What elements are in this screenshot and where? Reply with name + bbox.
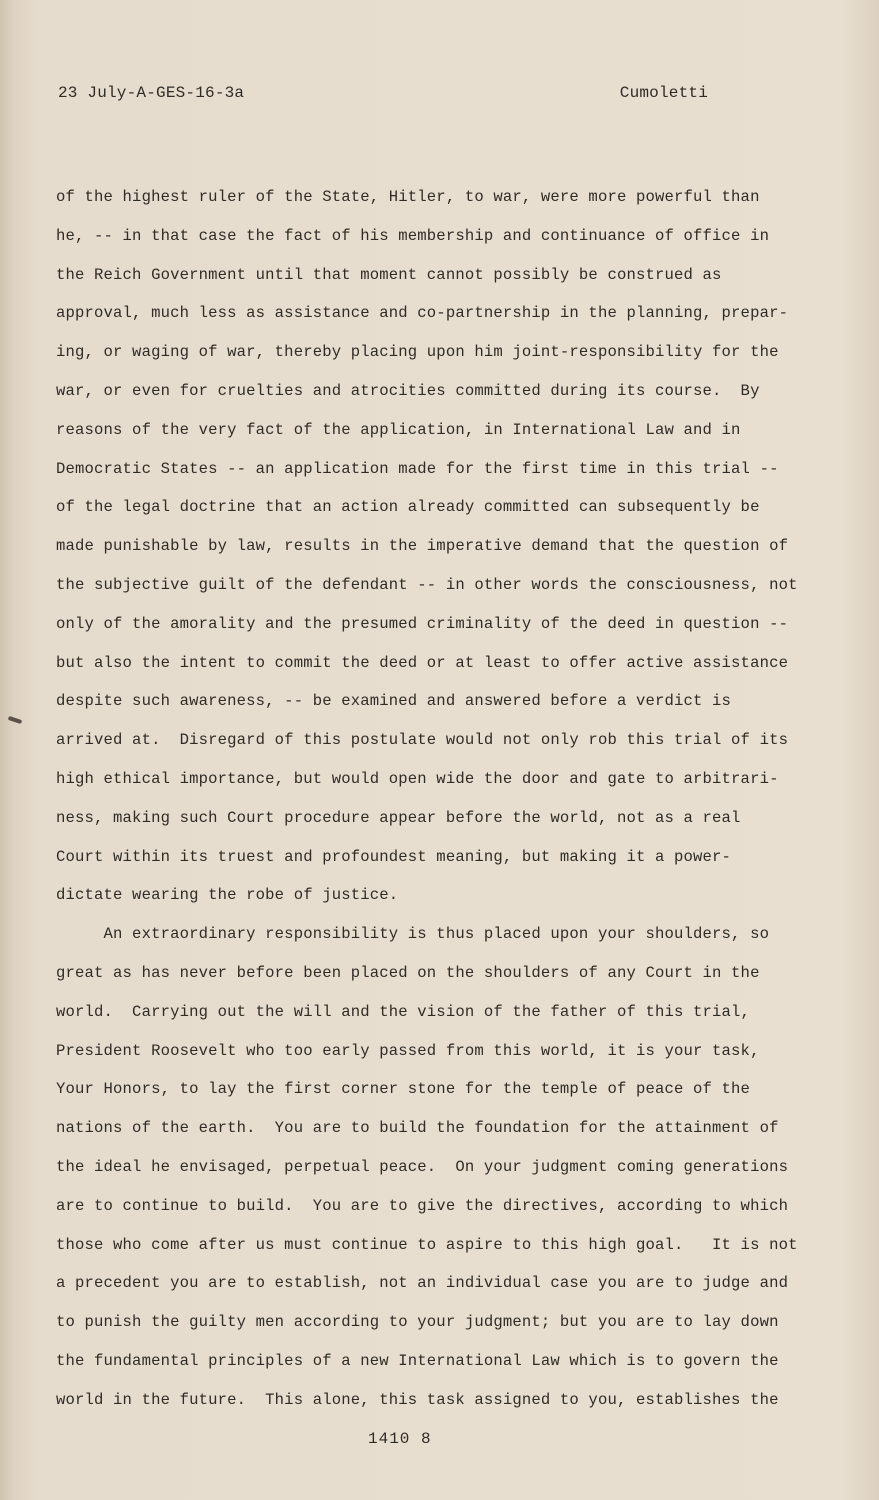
- margin-mark: [8, 716, 23, 724]
- text-line: arrived at. Disregard of this postulate would not only rob this trial of its: [56, 731, 789, 750]
- text-line: great as has never before been placed on the shoulders of any Court in the: [56, 963, 760, 982]
- text-line: are to continue to build. You are to give the directives, according to which: [56, 1196, 789, 1215]
- text-line: Court within its truest and profoundest meaning, but making it a power-: [56, 847, 732, 866]
- text-line: made punishable by law, results in the imperative demand that the question of: [56, 537, 789, 556]
- transcript-body: [56, 178, 816, 1420]
- text-line: high ethical importance, but would open wide the door and gate to arbitrari-: [56, 769, 779, 788]
- text-line: dictate wearing the robe of justice.: [56, 886, 399, 905]
- text-line: approval, much less as assistance and co-partnership in the planning, prepar-: [56, 304, 789, 323]
- page-header: [58, 84, 708, 108]
- text-line: the fundamental principles of a new International Law which is to govern the: [56, 1351, 779, 1370]
- text-line: the ideal he envisaged, perpetual peace. On your judgment coming generations: [56, 1157, 789, 1176]
- text-line: of the highest ruler of the State, Hitler, to war, were more powerful than: [56, 188, 760, 206]
- reporter-name: Cumoletti: [619, 84, 708, 102]
- text-line: of the legal doctrine that an action already committed can subsequently be: [56, 498, 760, 517]
- text-line: war, or even for cruelties and atrocities committed during its course. By: [56, 381, 760, 400]
- text-line: ness, making such Court procedure appear before the world, not as a real: [56, 808, 741, 827]
- text-line: ing, or waging of war, thereby placing upon him joint-responsibility for the: [56, 343, 779, 362]
- page-number: 1410 8: [368, 1430, 432, 1448]
- text-line: An extraordinary responsibility is thus placed upon your shoulders, so: [56, 925, 770, 944]
- text-line: the subjective guilt of the defendant -- in other words the consciousness, not: [56, 575, 798, 594]
- text-line: Democratic States -- an application made for the first time in this trial --: [56, 459, 779, 478]
- text-line: President Roosevelt who too early passed from this world, it is your task,: [56, 1041, 760, 1060]
- text-line: Your Honors, to lay the first corner stone for the temple of peace of the: [56, 1080, 751, 1099]
- text-line: reasons of the very fact of the application, in International Law and in: [56, 420, 741, 439]
- document-reference: 23 July-A-GES-16-3a: [58, 84, 245, 102]
- text-line: those who come after us must continue to aspire to this high goal. It is not: [56, 1235, 798, 1254]
- text-line: he, -- in that case the fact of his membership and continuance of office in: [56, 226, 770, 245]
- text-line: the Reich Government until that moment cannot possibly be construed as: [56, 265, 722, 284]
- text-line: nations of the earth. You are to build the foundation for the attainment of: [56, 1119, 779, 1138]
- text-line: despite such awareness, -- be examined and answered before a verdict is: [56, 692, 732, 711]
- text-line: world in the future. This alone, this task assigned to you, establishes the: [56, 1390, 779, 1409]
- text-line: to punish the guilty men according to your judgment; but you are to lay down: [56, 1313, 779, 1332]
- text-line: world. Carrying out the will and the vision of the father of this trial,: [56, 1002, 751, 1021]
- text-line: but also the intent to commit the deed or at least to offer active assistance: [56, 653, 789, 672]
- text-line: a precedent you are to establish, not an individual case you are to judge and: [56, 1274, 789, 1293]
- text-line: only of the amorality and the presumed criminality of the deed in question --: [56, 614, 789, 633]
